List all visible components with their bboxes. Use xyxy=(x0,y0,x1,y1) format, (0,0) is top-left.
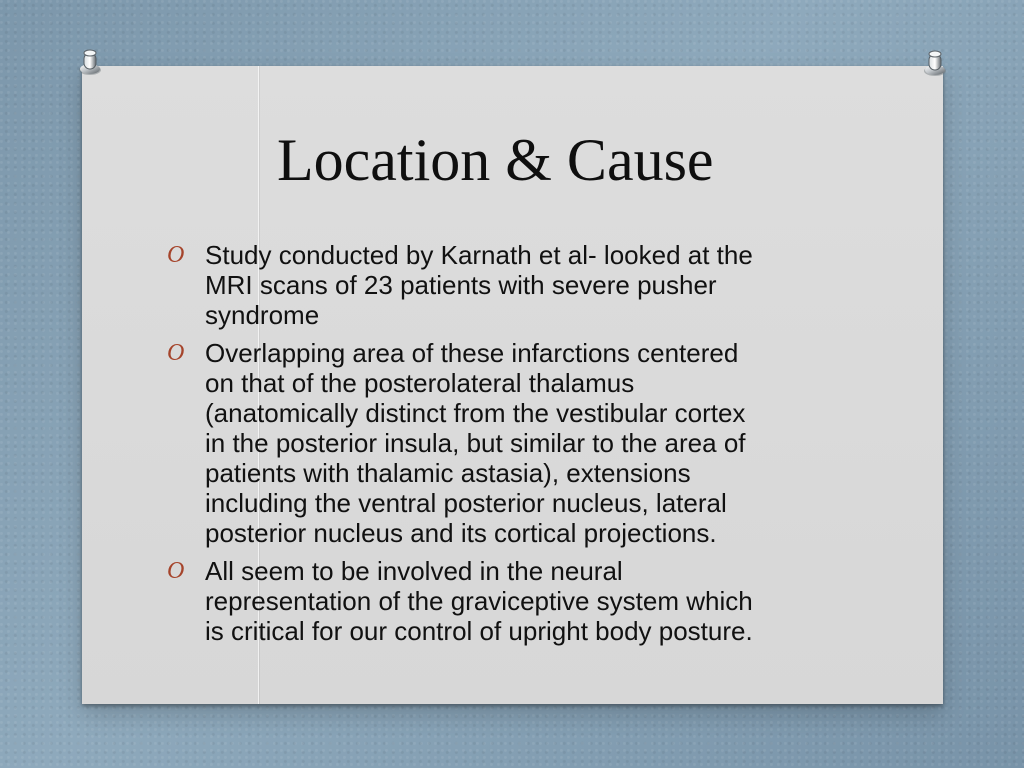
bullet-text: Overlapping area of these infarctions centered on that of the posterolateral thalamus (anatomically distinct from the vestibular cortex in the posterior insula, but similar to the area of patients with thalamic astasia), extensions including the ventral posterior nucleus, lateral posterior nucleus and its cortical projections. xyxy=(205,338,746,548)
bullet-item xyxy=(167,240,847,330)
bullet-marker: O xyxy=(167,558,185,584)
bullet-text: All seem to be involved in the neural representation of the graviceptive system which is critical for our control of upright body posture. xyxy=(205,556,753,646)
bullet-item xyxy=(167,338,847,548)
pushpin-icon xyxy=(918,46,952,80)
pushpin-icon xyxy=(73,45,107,79)
bullet-text: Study conducted by Karnath et al- looked at the MRI scans of 23 patients with severe pusher syndrome xyxy=(205,240,753,330)
bullet-list xyxy=(167,240,847,654)
slide-title: Location & Cause xyxy=(277,127,714,193)
bullet-marker: O xyxy=(167,340,185,366)
bullet-item xyxy=(167,556,847,646)
bullet-marker: O xyxy=(167,242,185,268)
